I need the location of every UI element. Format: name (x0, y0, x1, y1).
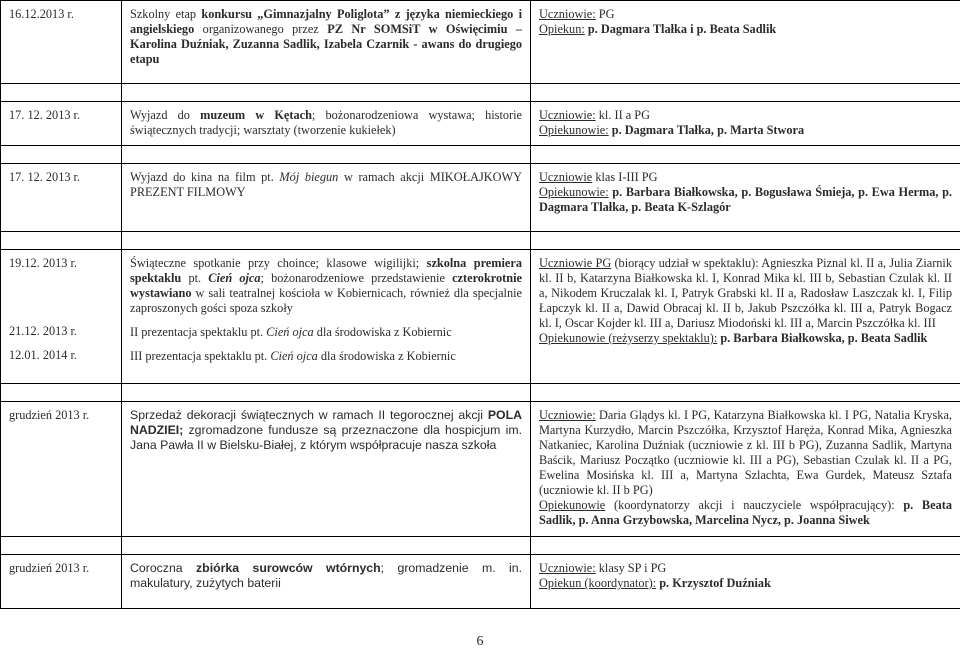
description-cell (122, 164, 531, 232)
desc-text: Szkolny etap (130, 7, 202, 21)
participants-value: Daria Glądys kl. I PG, Katarzyna Białkowska kl. I PG, Natalia Kryska, Martyna Kurzydło, Marcin Pszczółka, Krzysztof Haręża, Konrad Mika, Agnieszka Natkaniec, Karolina Duźniak (uczniowie z kl. III b PG), Zuzanna Sadlik, Martyna Baścik, Mariusz Początko (uczniowie kl. III a PG), Sebastian Czulak kl. II a PG, Ewelina Mosińska kl. III a, Martyna Szlachta, Ewa Gurdek, Mateusz Sztafa (uczniowie kl. II b PG) (539, 408, 952, 497)
desc-text: zgromadzone fundusze są przeznaczone dla hospicjum im. Jana Pawła II w Bielsku-Białej, z którym współpracuje nasza szkoła (130, 423, 522, 452)
desc-italic: Mój biegun (279, 170, 339, 184)
description-cell (122, 102, 531, 146)
participants-label: Uczniowie: (539, 561, 596, 575)
date-cell (1, 102, 122, 146)
desc-text: Świąteczne spotkanie przy choince; klasowe wigilijki; (130, 256, 427, 270)
table-row (1, 164, 960, 232)
desc-italic: Cień ojca (266, 325, 314, 339)
participants-cell (531, 1, 960, 84)
desc-text: III prezentacja spektaklu pt. (130, 349, 271, 363)
desc-text: pt. (181, 271, 209, 285)
table-row (1, 102, 960, 146)
desc-text: dla środowiska z Kobiernic (317, 349, 456, 363)
desc-text: organizowanego przez (194, 22, 328, 36)
desc-italic: Cień ojca (208, 271, 261, 285)
supervisor-label: Opiekun: (539, 22, 585, 36)
date-text: 17. 12. 2013 r. (9, 170, 81, 184)
supervisor-value: p. Beata Sadlik, p. Anna Grzybowska, Marcelina Nycz, p. Joanna Siwek (539, 498, 952, 527)
supervisor-value: p. Dagmara Tlałka i p. Beata Sadlik (584, 22, 777, 36)
table-row (1, 250, 960, 384)
desc-text: MIKOŁAJKOWY PREZENT FILMOWY (130, 170, 522, 199)
supervisor-label: Opiekunowie: (539, 185, 609, 199)
date-cell (1, 1, 122, 84)
date-text: 16.12.2013 r. (9, 7, 74, 21)
participants-cell (531, 250, 960, 384)
desc-text: ; bożonarodzeniowe przedstawienie (260, 271, 453, 285)
desc-text: w sali teatralnej kościoła w Kobiernicach, również dla specjalnie zaproszonych gości spoza szkoły (130, 286, 522, 315)
supervisor-label: Opiekunowie: (539, 123, 609, 137)
participants-value: klas I-III PG (592, 170, 658, 184)
description-cell (122, 250, 531, 384)
desc-bold: muzeum w Kętach (200, 108, 312, 122)
desc-text: w ramach akcji (338, 170, 430, 184)
desc-bold: czterokrotnie wystawiano (130, 271, 522, 300)
supervisor-note: (koordynatorzy akcji i nauczyciele współpracujący): (605, 498, 904, 512)
date-cell (1, 555, 122, 609)
participants-value: klasy SP i PG (595, 561, 667, 575)
desc-bold: konkursu „Gimnazjalny Poliglota” z języka niemieckiego i angielskiego (130, 7, 523, 36)
supervisor-value: p. Dagmara Tlałka, p. Marta Stwora (608, 123, 805, 137)
supervisor-value: p. Krzysztof Duźniak (656, 576, 771, 590)
description-cell (122, 555, 531, 609)
table-row (1, 1, 960, 84)
date-text: 12.01. 2014 r. (9, 348, 77, 362)
date-cell (1, 402, 122, 537)
participants-cell (531, 555, 960, 609)
date-text: 17. 12. 2013 r. (9, 108, 81, 122)
participants-cell (531, 102, 960, 146)
date-cell (1, 250, 122, 384)
description-cell (122, 1, 531, 84)
date-cell (1, 164, 122, 232)
desc-text: Sprzedaż dekoracji świątecznych w ramach II tegorocznej akcji (130, 408, 488, 422)
participants-value: kl. II a PG (595, 108, 650, 122)
desc-text: ; gromadzenie m. in. makulatury, zużytych baterii (130, 561, 523, 590)
description-cell (122, 402, 531, 537)
desc-text: Wyjazd do (130, 108, 201, 122)
desc-italic: Cień ojca (270, 349, 318, 363)
supervisor-label: Opiekunowie (reżyserzy spektaklu): (539, 331, 718, 345)
participants-value: PG (595, 7, 615, 21)
desc-bold: szkolna premiera spektaklu (130, 256, 522, 285)
desc-bold: zbiórka surowców wtórnych (196, 561, 381, 575)
desc-text: dla środowiska z Kobiernic (313, 325, 452, 339)
participants-label: Uczniowie PG (539, 256, 612, 270)
participants-label: Uczniowie: (539, 7, 596, 21)
participants-label: Uczniowie: (539, 408, 596, 422)
supervisor-value: p. Barbara Białkowska, p. Beata Sadlik (717, 331, 928, 345)
desc-bold: POLA NADZIEI; (130, 408, 522, 437)
participants-cell (531, 402, 960, 537)
date-text: grudzień 2013 r. (9, 408, 90, 422)
supervisor-value: p. Barbara Białkowska, p. Bogusława Śmieja, p. Ewa Herma, p. Dagmara Tlałka, p. Beata K-Szlagór (539, 185, 952, 214)
table-row (1, 402, 960, 537)
table-row (1, 555, 960, 609)
date-text: 21.12. 2013 r. (9, 324, 77, 338)
desc-text: II prezentacja spektaklu pt. (130, 325, 267, 339)
participants-label: Uczniowie: (539, 108, 596, 122)
desc-text: Coroczna (130, 561, 197, 575)
desc-text: Wyjazd do kina na film pt. (130, 170, 280, 184)
participants-value: (biorący udział w spektaklu): Agnieszka Piznal kl. II a, Julia Ziarnik kl. II b, Katarzyna Białkowska kl. I, Konrad Mika kl. III b, Sebastian Czulak kl. II a, Nikodem Kruczalak kl. I, Patryk Grabski kl. II a, Radosław Laszczak kl. I, Filip Łapczyk kl. II a, Dawid Obracaj kl. II b, Jakub Pszczółka kl. III a, Patryk Bogacz kl. I, Oscar Kojder kl. III a, Dariusz Miodoński kl. III a, Marcin Pszczółka kl. III (539, 256, 952, 330)
supervisor-label: Opiekunowie (539, 498, 606, 512)
date-text: 19.12. 2013 r. (9, 256, 77, 270)
desc-text: ; bożonarodzeniowa wystawa; historie świątecznych tradycji; warsztaty (tworzenie kukiełek) (130, 108, 522, 137)
desc-bold: PZ Nr SOMSiT w Oświęcimiu – Karolina Duźniak, Zuzanna Sadlik, Izabela Czarnik - awans do drugiego etapu (130, 22, 522, 66)
page-number: 6 (476, 634, 484, 649)
participants-cell (531, 164, 960, 232)
supervisor-label: Opiekun (koordynator): (539, 576, 657, 590)
participants-label: Uczniowie (539, 170, 593, 184)
date-text: grudzień 2013 r. (9, 561, 90, 575)
